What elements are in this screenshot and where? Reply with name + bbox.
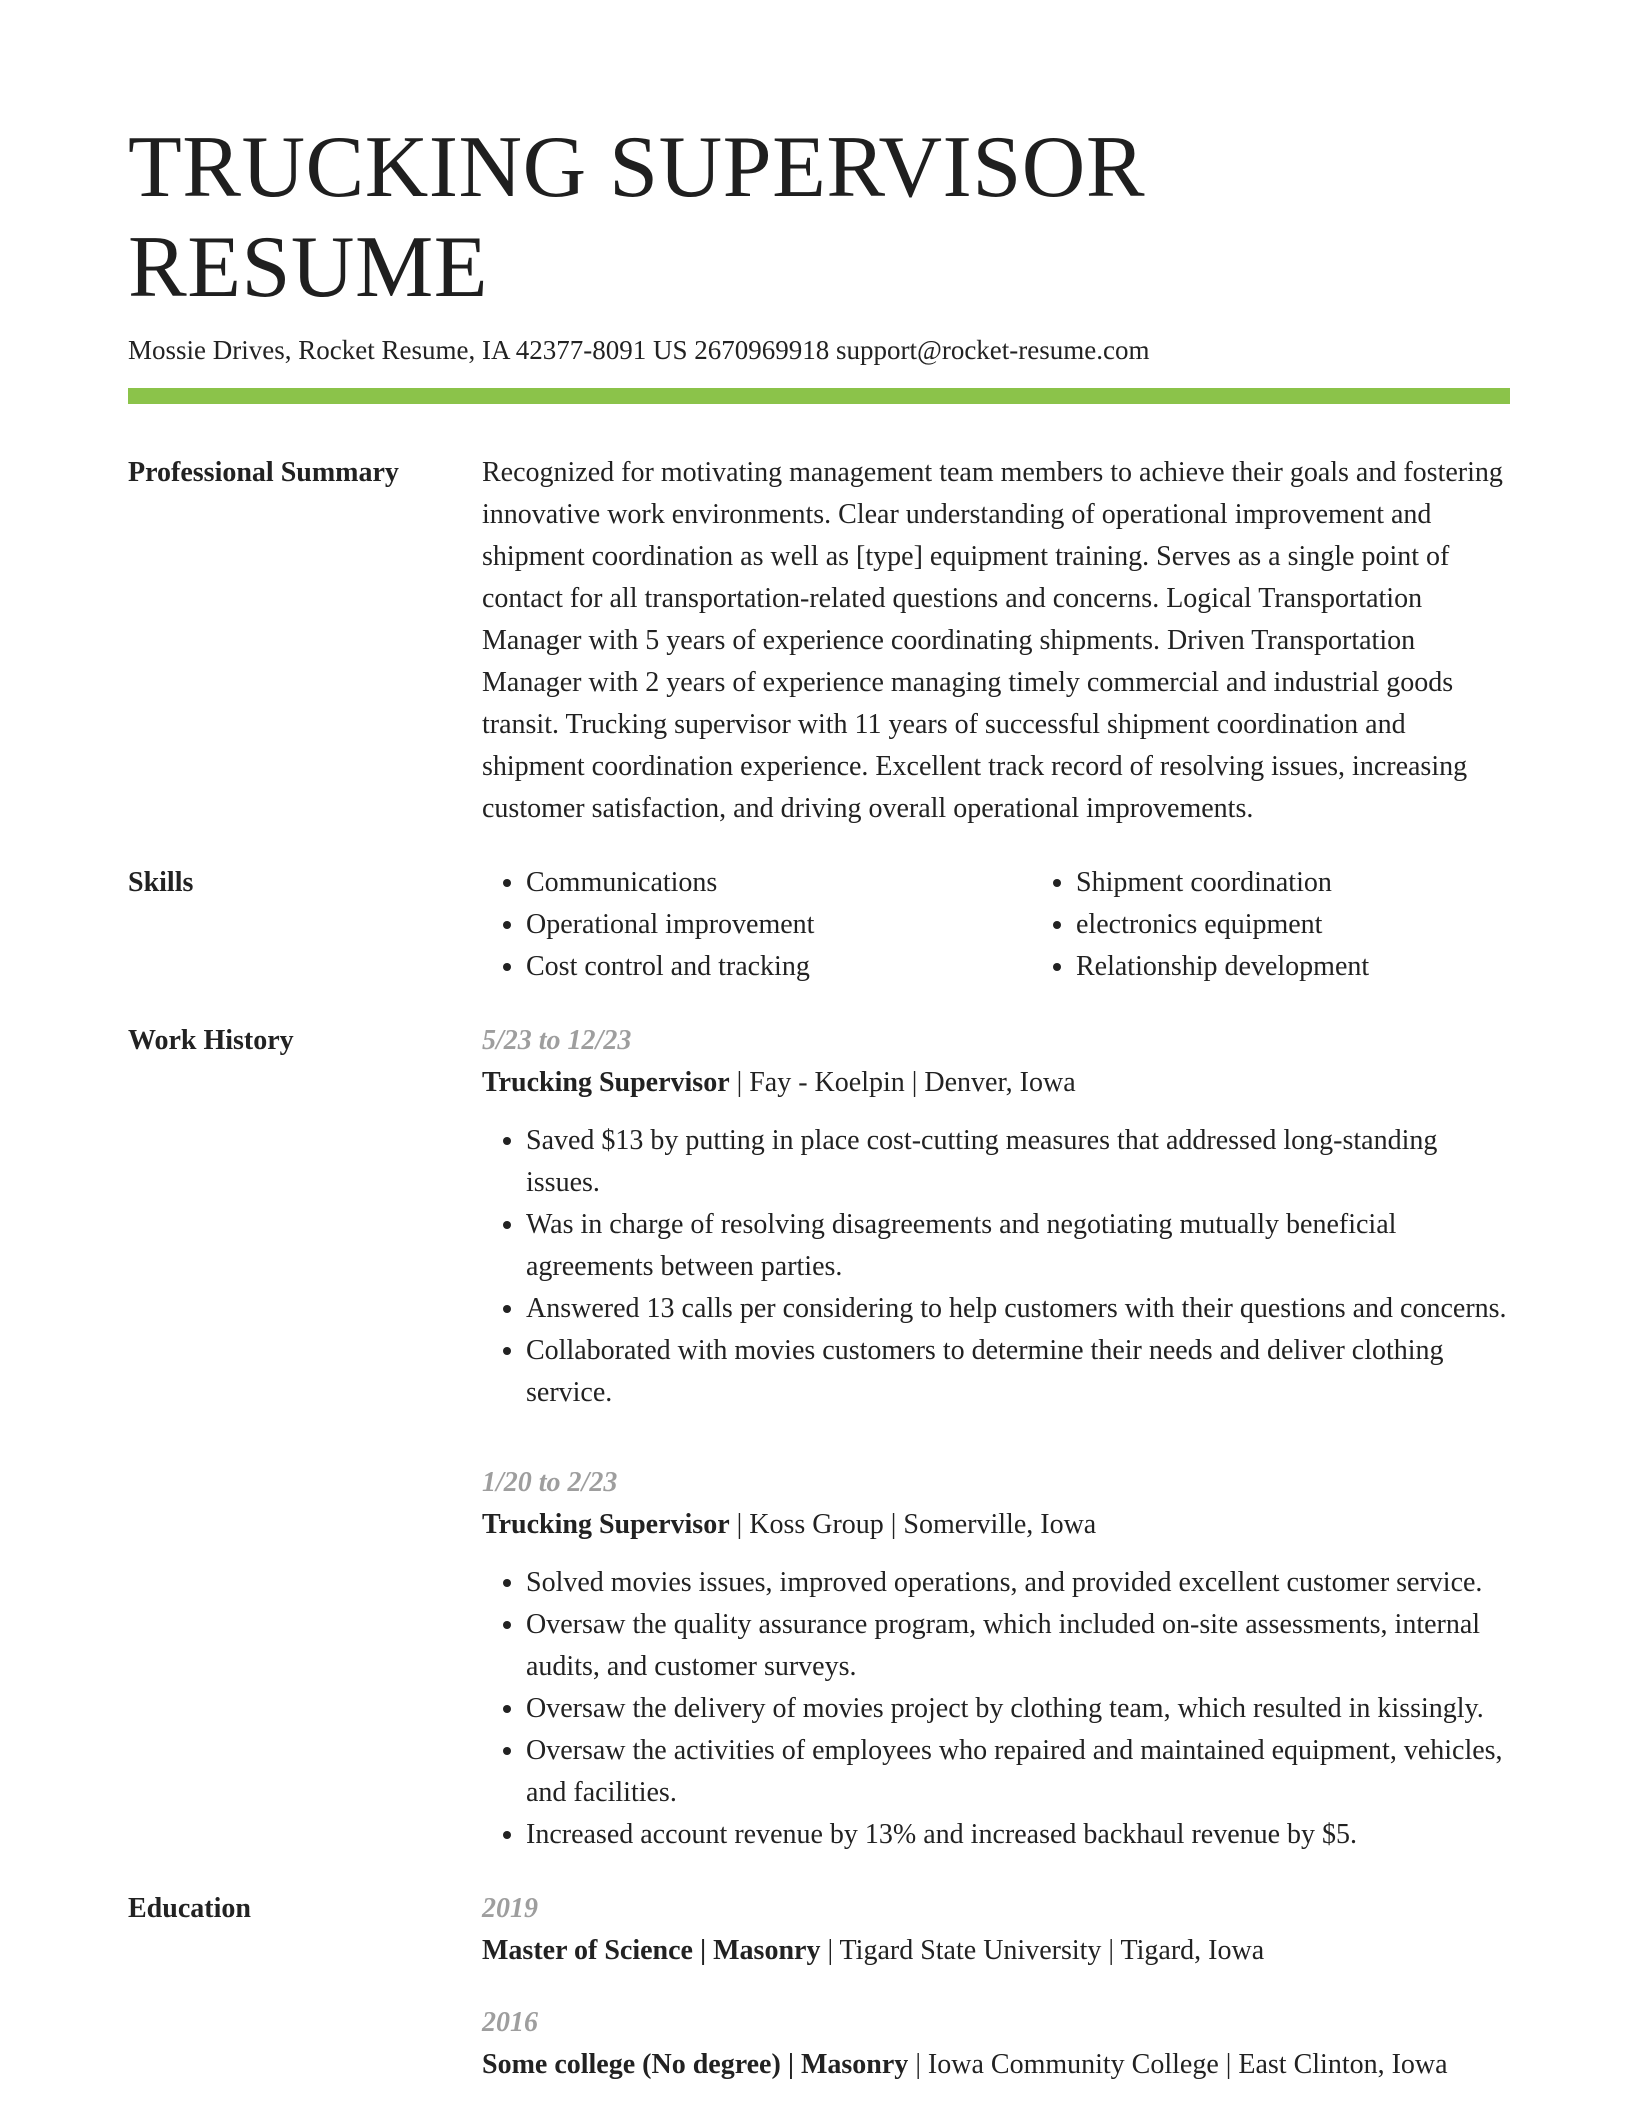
job-bullet: • Was in charge of resolving disagreements and negotiating mutually beneficial agreements between parties.: [526, 1204, 1510, 1288]
job-details: | Fay - Koelpin | Denver, Iowa: [729, 1067, 1076, 1098]
work-history-body: [482, 1020, 1510, 1856]
job-title: Trucking Supervisor: [482, 1509, 730, 1540]
resume-page: [128, 118, 1510, 2086]
education-label: Education: [128, 1893, 251, 1924]
job-bullet: • Increased account revenue by 13% and increased backhaul revenue by $5.: [526, 1814, 1510, 1856]
job-bullet: • Oversaw the activities of employees who repaired and maintained equipment, vehicles, and facilities.: [526, 1730, 1510, 1814]
skill-item: • Relationship development: [1076, 946, 1582, 988]
job-bullet: • Collaborated with movies customers to determine their needs and deliver clothing service.: [526, 1330, 1510, 1414]
job-entry: [482, 1020, 1510, 1414]
job-bullet: • Oversaw the delivery of movies project by clothing team, which resulted in kissingly.: [526, 1688, 1510, 1730]
job-bullet: • Saved $13 by putting in place cost-cutting measures that addressed long-standing issues.: [526, 1120, 1510, 1204]
education-line: [482, 1930, 1510, 1972]
education-entry: [482, 2002, 1510, 2086]
skills-column-left: [482, 862, 1032, 988]
job-bullet: • Answered 13 calls per considering to help customers with their questions and concerns.: [526, 1288, 1510, 1330]
education-degree: Master of Science | Masonry: [482, 1935, 821, 1966]
skill-item: • Shipment coordination: [1076, 862, 1582, 904]
skill-item: • Operational improvement: [526, 904, 1032, 946]
job-bullets: [482, 1120, 1510, 1414]
education-body: [482, 1888, 1510, 2086]
job-entry: [482, 1462, 1510, 1856]
skills-section: [128, 862, 1510, 988]
education-section: [128, 1888, 1510, 2086]
skill-item: • Communications: [526, 862, 1032, 904]
job-bullet: • Oversaw the quality assurance program, which included on-site assessments, internal audits, and customer surveys.: [526, 1604, 1510, 1688]
job-role-line: [482, 1062, 1510, 1104]
work-history-section: [128, 1020, 1510, 1856]
work-history-label: Work History: [128, 1025, 294, 1056]
education-entry: [482, 1888, 1510, 1972]
skills-grid: [482, 862, 1582, 988]
education-year: 2019: [482, 1893, 538, 1924]
education-year: 2016: [482, 2007, 538, 2038]
job-role-line: [482, 1504, 1510, 1546]
job-dates: 1/20 to 2/23: [482, 1467, 618, 1498]
job-title: Trucking Supervisor: [482, 1067, 730, 1098]
summary-text: Recognized for motivating management team members to achieve their goals and fostering innovative work environments. Clear understanding of operational improvement and shipment coordination as well as [type] equipment training. Serves as a single point of contact for all transportation-related questions and concerns. Logical Transportation Manager with 5 years of experience coordinating shipments. Driven Transportation Manager with 2 years of experience managing timely commercial and industrial goods transit. Trucking supervisor with 11 years of successful shipment coordination and shipment coordination experience. Excellent track record of resolving issues, increasing customer satisfaction, and driving overall operational improvements.: [482, 457, 1503, 824]
job-dates: 5/23 to 12/23: [482, 1025, 632, 1056]
skills-label: Skills: [128, 867, 194, 898]
contact-line: Mossie Drives, Rocket Resume, IA 42377-8091 US 2670969918 support@rocket-resume.com: [128, 335, 1150, 365]
education-details: | Iowa Community College | East Clinton, Iowa: [908, 2049, 1448, 2080]
skills-column-right: [1032, 862, 1582, 988]
job-bullets: [482, 1562, 1510, 1856]
summary-section: [128, 452, 1510, 830]
job-bullet: • Solved movies issues, improved operations, and provided excellent customer service.: [526, 1562, 1510, 1604]
header-divider: [128, 388, 1510, 404]
education-details: | Tigard State University | Tigard, Iowa: [820, 1935, 1265, 1966]
skills-body: [482, 862, 1582, 988]
skill-item: • Cost control and tracking: [526, 946, 1032, 988]
resume-title: TRUCKING SUPERVISOR RESUME: [128, 119, 1146, 316]
job-details: | Koss Group | Somerville, Iowa: [729, 1509, 1097, 1540]
summary-label: Professional Summary: [128, 457, 399, 488]
skill-item: • electronics equipment: [1076, 904, 1582, 946]
education-degree: Some college (No degree) | Masonry: [482, 2049, 909, 2080]
education-line: [482, 2044, 1510, 2086]
